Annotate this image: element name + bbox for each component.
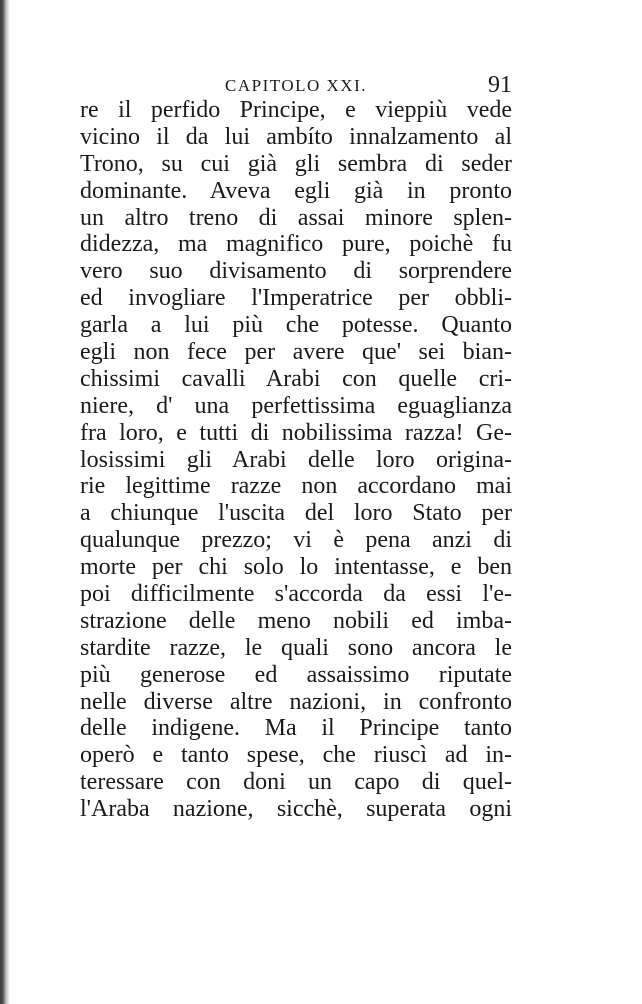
text-line: delle indigene. Ma il Principe tanto [80,715,512,742]
text-line: operò e tanto spese, che riuscì ad in- [80,742,512,769]
text-line: stardite razze, le quali sono ancora le [80,634,512,661]
running-head [80,72,512,98]
chapter-heading: CAPITOLO XXI. [225,76,367,95]
text-line: Trono, su cui già gli sembra di seder [80,150,512,177]
text-line: re il perfido Principe, e vieppiù vede [80,97,512,123]
text-line: poi difficilmente s'accorda da essi l'e- [80,581,512,608]
text-line: teressare con doni un capo di quel- [80,769,512,796]
text-line: l'Araba nazione, sicchè, superata ogni [80,796,512,823]
text-line: nelle diverse altre nazioni, in confronto [80,688,512,715]
text-line: niere, d' una perfettissima eguaglianza [80,392,512,419]
text-line: garla a lui più che potesse. Quanto [80,312,512,339]
body-text [80,97,512,823]
text-line: a chiunque l'uscita del loro Stato per [80,500,512,527]
text-line: fra loro, e tutti di nobilissima razza! Ge- [80,419,512,446]
text-line: strazione delle meno nobili ed imba- [80,607,512,634]
text-line: dominante. Aveva egli già in pronto [80,177,512,204]
text-line: morte per chi solo lo intentasse, e ben [80,554,512,581]
text-line: egli non fece per avere que' sei bian- [80,339,512,366]
text-line: losissimi gli Arabi delle loro origina- [80,446,512,473]
text-line: rie legittime razze non accordano mai [80,473,512,500]
text-line: ed invogliare l'Imperatrice per obbli- [80,285,512,312]
text-line: didezza, ma magnifico pure, poichè fu [80,231,512,258]
text-line: chissimi cavalli Arabi con quelle cri- [80,365,512,392]
text-line: più generose ed assaissimo riputate [80,661,512,688]
page-number: 91 [488,72,512,98]
text-line: un altro treno di assai minore splen- [80,204,512,231]
page-binding-edge [0,0,10,1004]
text-line: vero suo divisamento di sorprendere [80,258,512,285]
text-line: qualunque prezzo; vi è pena anzi di [80,527,512,554]
text-line: vicino il da lui ambíto innalzamento al [80,123,512,150]
